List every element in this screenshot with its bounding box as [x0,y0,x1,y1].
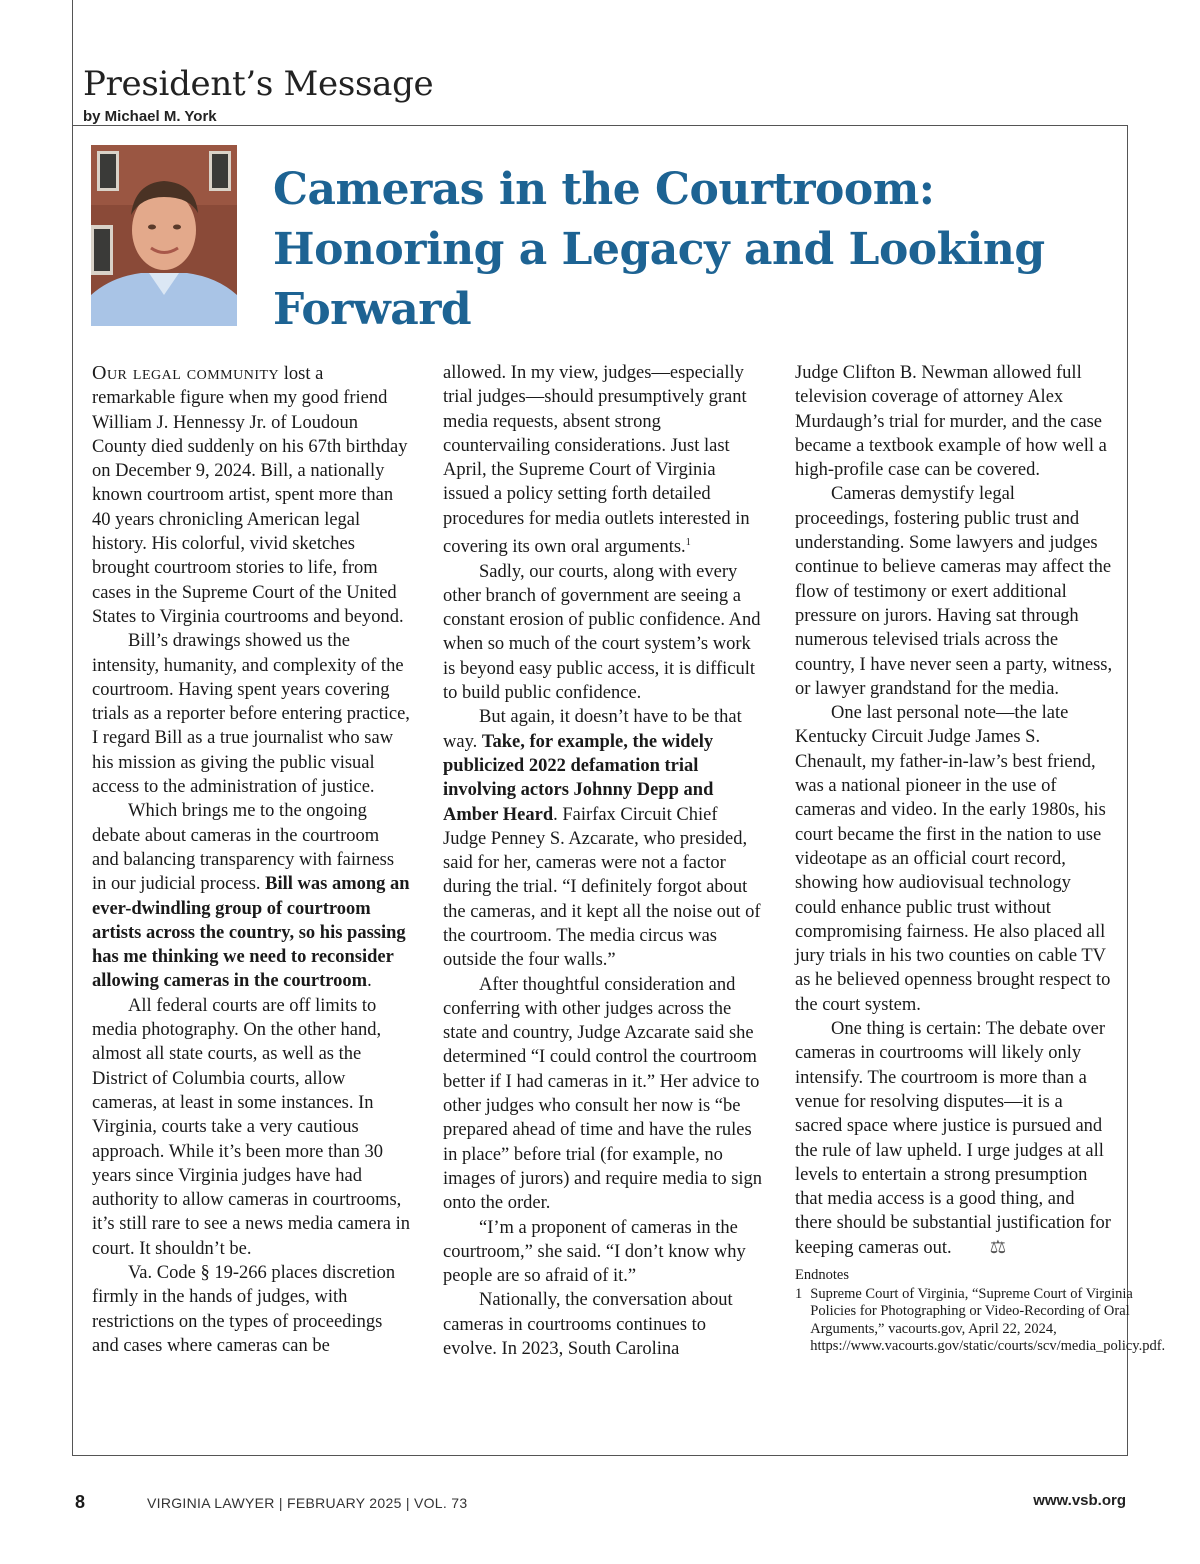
paragraph: Va. Code § 19-266 places discretion firmly in the hands of judges, with restrictions on the types of proceedings and cases where cameras can be [92,1262,396,1356]
section-title: President’s Message [83,64,434,104]
publication-info: VIRGINIA LAWYER | FEBRUARY 2025 | VOL. 73 [147,1495,468,1511]
paragraph-text: One thing is certain: The debate over cameras in courtrooms will likely only intensify. The courtroom is more than a venue for resolving disputes—it is a sacred space where justice is pursued and the rule of law upheld. I urge judges at all levels to entertain a strong presumption that media access is a good thing, and there should be substantial justification for keeping cameras out. [795,1019,1111,1258]
lead-in: Our legal community [92,362,280,384]
article-column-2 [443,361,763,1361]
paragraph: “I’m a proponent of cameras in the courtroom,” she said. “I don’t know why people are so afraid of it.” [443,1217,746,1287]
paragraph: Cameras demystify legal proceedings, fostering public trust and understanding. Some lawyers and judges continue to believe cameras may affect the flow of testimony or exert additional pressure on jurors. Having sat through numerous televised trials across the country, I have never seen a party, witness, or lawyer grandstand for the media. [795,484,1113,699]
paragraph-text: . [367,971,372,992]
article-column-1 [92,361,410,1358]
paragraph [443,705,763,972]
paragraph [795,1017,1113,1260]
article-column-3 [795,361,1166,1356]
paragraph [92,799,410,993]
paragraph: After thoughtful consideration and conferring with other judges across the state and country, Judge Azcarate said she determined “I could control the courtroom better if I had cameras in it.” Her advice to other judges who consult her now is “be prepared ahead of time and have the rules in place” before trial (for example, no images of jurors) and require media to sign onto the order. [443,974,763,1214]
paragraph-text: But again, it doesn’t have to be that way. [443,707,742,752]
scales-of-justice-icon: ⚖ [989,1237,1007,1258]
endnote [795,1285,1166,1356]
paragraph: Judge Clifton B. Newman allowed full television coverage of attorney Alex Murdaugh’s trial for murder, and the case became a textbook example of how well a high-profile case can be covered. [795,363,1107,481]
website-link[interactable]: www.vsb.org [1033,1492,1126,1509]
footnote-ref: 1 [685,537,691,549]
paragraph [92,361,410,629]
bold-text: Take, for example, the widely publicized 2022 defamation trial involving actors Johnny Depp and Amber Heard [443,731,714,825]
paragraph-text: lost a remarkable figure when my good friend William J. Hennessy Jr. of Loudoun County died suddenly on his 67th birthday on December 9, 2024. Bill, a nationally known courtroom artist, spent more than 40 years chronicling American legal history. His colorful, vivid sketches brought courtroom stories to life, from cases in the Supreme Court of the United States to Virginia courtrooms and beyond. [92,364,408,627]
paragraph: Sadly, our courts, along with every other branch of government are seeing a constant erosion of public confidence. And when so much of the court system’s work is beyond easy public access, it is difficult to build public confidence. [443,561,761,704]
author-photo [91,145,237,326]
paragraph [443,361,763,560]
bold-text: Bill was among an ever-dwindling group of courtroom artists across the country, so his passing has me thinking we need to reconsider allowing cameras in the courtroom [92,874,410,992]
article-headline: Cameras in the Courtroom: Honoring a Legacy and Looking Forward [273,164,1045,335]
endnote-text: Supreme Court of Virginia, “Supreme Court of Virginia Policies for Photographing or Video-Recording of Oral Arguments,” vacourts.gov, April 22, 2024, https://www.vacourts.gov/static/courts/scv/media_policy.pdf. [810,1285,1166,1355]
paragraph-text: Which brings me to the ongoing debate about cameras in the courtroom and balancing transparency with fairness in our judicial process. [92,801,395,895]
endnote-number: 1 [795,1285,803,1302]
paragraph-text: allowed. In my view, judges—especially trial judges—should presumptively grant media requests, absent strong countervailing considerations. Just last April, the Supreme Court of Virginia issued a policy setting forth detailed procedures for media outlets interested in covering its own oral arguments. [443,363,750,558]
paragraph-text: . Fairfax Circuit Chief Judge Penney S. Azcarate, who presided, said for her, cameras were not a factor during the trial. “I definitely forgot about the cameras, and it kept all the noise out of the courtroom. The media circus was outside the four walls.” [443,804,761,971]
paragraph: Bill’s drawings showed us the intensity, humanity, and complexity of the courtroom. Having spent years covering trials as a reporter before entering practice, I regard Bill as a true journalist who saw his mission as giving the public visual access to the administration of justice. [92,631,410,798]
byline: by Michael M. York [83,108,217,125]
page-number: 8 [75,1492,86,1512]
paragraph: One last personal note—the late Kentucky Circuit Judge James S. Chenault, my father-in-law’s best friend, was a national pioneer in the use of cameras and video. In the early 1980s, his court became the first in the nation to use videotape as an official court record, showing how audiovisual technology could enhance public trust without compromising fairness. He also placed all jury trials in his two counties on cable TV as he believed openness brought respect to the court system. [795,703,1111,1015]
paragraph: Nationally, the conversation about cameras in courtrooms continues to evolve. In 2023, South Carolina [443,1290,733,1360]
author-portrait-icon [91,145,237,326]
paragraph: All federal courts are off limits to media photography. On the other hand, almost all state courts, as well as the District of Columbia courts, allow cameras, at least in some instances. In Virginia, courts take a very cautious approach. While it’s been more than 30 years since Virginia judges have had authority to allow cameras in courtrooms, it’s still rare to see a news media camera in court. It shouldn’t be. [92,995,410,1259]
endnotes-title: Endnotes [795,1266,849,1283]
